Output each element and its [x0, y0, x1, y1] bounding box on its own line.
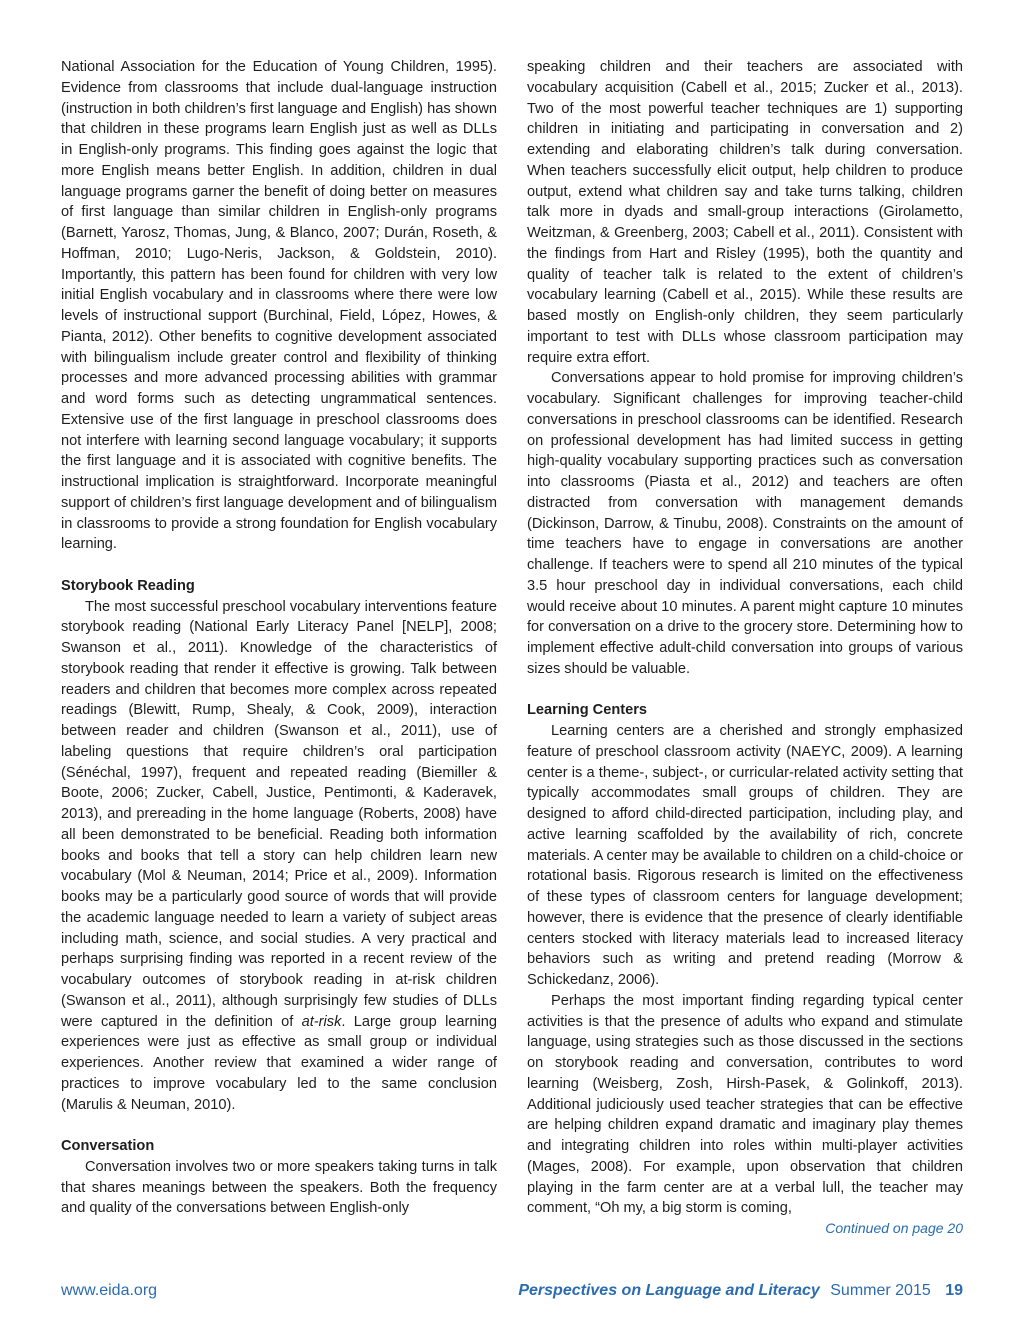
paragraph-learning-centers-2: Perhaps the most important finding regarding typical center activities is that the presence of adults who expand and stimulate language, using strategies such as those discussed in the sections on storybook reading and conversation, contributes to word learning (Weisberg, Zosh, Hirsh-Pasek, & Golinkoff, 2013). Additional judiciously used teacher strategies that can be effective are helping children expand dramatic and imaginary play themes and integrating children into roles within multi-player activities (Mages, 2008). For example, upon observation that children playing in the farm center are at a verbal lull, the teacher may comment, “Oh my, a big storm is coming,	[527, 992, 963, 1217]
continued-on-page-link[interactable]: Continued on page 20	[825, 1220, 963, 1236]
left-column	[61, 57, 497, 1219]
paragraph-storybook-part2: . Large group learning experiences were just as effective as small group or individual experiences. Another review that examined a wider range of practices to improve vocabulary led to the same conclusion (Marulis & Neuman, 2010).	[61, 1013, 497, 1113]
footer-right	[518, 1280, 963, 1302]
paragraph-conversation-continued: speaking children and their teachers are associated with vocabulary acquisition (Cabell et al., 2015; Zucker et al., 2013). Two of the most powerful teacher techniques are 1) supporting children in initiating and participating in conversation and 2) extending and elaborating children’s talk during conversation. When teachers successfully elicit output, help children to produce output, extend what children say and take turns talking, children talk more in dyads and small-group interactions (Girolametto, Weitzman, & Greenberg, 2003; Cabell et al., 2011). Consistent with the findings from Hart and Risley (1995), both the quantity and quality of teacher talk is related to the extent of children’s vocabulary learning (Cabell et al., 2015). While these results are based mostly on English-only children, they seem particularly important to test with DLLs whose classroom participation may require extra effort.	[527, 59, 963, 366]
paragraph-intro: National Association for the Education of Young Children, 1995). Evidence from classrooms that include dual-language instruction (instruction in both children’s first language and English) has shown that children in these programs learn English just as well as DLLs in English-only programs. This finding goes against the logic that more English means better English. In addition, children in dual language programs garner the benefit of doing better on measures of first language than similar children in English-only programs (Barnett, Yarosz, Thomas, Jung, & Blanco, 2007; Durán, Roseth, & Hoffman, 2010; Lugo-Neris, Jackson, & Goldstein, 2010). Importantly, this pattern has been found for children with very low initial English vocabulary and in classrooms where there were low levels of instructional support (Burchinal, Field, López, Howes, & Pianta, 2012). Other benefits to cognitive development associated with bilingualism include greater control and flexibility of thinking processes and more advanced processing abilities with grammar and word forms such as detecting ungrammatical sentences. Extensive use of the first language in preschool classrooms does not interfere with learning second language vocabulary; it supports the first language and it is associated with cognitive benefits. The instructional implication is straightforward. Incorporate meaningful support of children’s first language development and of bilingualism in classrooms to provide a strong foundation for English vocabulary learning.	[61, 59, 497, 553]
paragraph-storybook-part1: The most successful preschool vocabulary interventions feature storybook reading (National Early Literacy Panel [NELP], 2008; Swanson et al., 2011). Knowledge of the characteristics of storybook reading that render it effective is growing. Talk between readers and children that becomes more complex across repeated readings (Blewitt, Rump, Shealy, & Cook, 2009), interaction between reader and children (Swanson et al., 2011), use of labeling questions that require children’s oral participation (Sénéchal, 1997), frequent and repeated reading (Biemiller & Boote, 2006; Zucker, Cabell, Justice, Pentimonti, & Kaderavek, 2013), and prereading in the home language (Roberts, 2008) have all been demonstrated to be beneficial. Reading both information books and books that tell a story can help children learn new vocabulary (Mol & Neuman, 2014; Price et al., 2009). Information books may be a particularly good source of words that will provide the academic language needed to learn a variety of subject areas including math, science, and social studies. A very practical and perhaps surprising finding was reported in a recent review of the vocabulary outcomes of storybook reading in at-risk children (Swanson et al., 2011), although surprisingly few studies of DLLs were captured in the definition of	[61, 598, 497, 1030]
right-column	[527, 57, 963, 1237]
paragraph-learning-centers-1: Learning centers are a cherished and strongly emphasized feature of preschool classroom activity (NAEYC, 2009). A learning center is a theme-, subject-, or curricular-related activity setting that typically accommodates small groups of children. They are designed to afford child-directed participation, including play, and active learning scaffolded by the availability of rich, concrete materials. A center may be available to children on a child-choice or rotational basis. Rigorous research is limited on the effectiveness of these types of classroom centers for language development; however, there is evidence that the presence of clearly identifiable centers stocked with literacy materials lead to increased literacy behaviors such as writing and pretend reading (Morrow & Schickedanz, 2006).	[527, 723, 963, 988]
website-link[interactable]: www.eida.org	[61, 1282, 158, 1299]
paragraph-conversation-challenges: Conversations appear to hold promise for improving children’s vocabulary. Significant challenges for improving teacher-child conversations in preschool classrooms can be identified. Research on professional development has had limited success in getting high-quality vocabulary supporting practices such as conversation into classrooms (Piasta et al., 2012) and teachers are often distracted from conversation with management demands (Dickinson, Darrow, & Tinubu, 2008). Constraints on the amount of time teachers have to engage in conversations are another challenge. If teachers were to spend all 210 minutes of the typical 3.5 hour preschool day in individual conversations, each child would receive about 10 minutes. A parent might capture 10 minutes for conversation on a drive to the grocery store. Determining how to implement effective adult-child conversation into groups of various sizes should be valuable.	[527, 370, 963, 677]
paragraph-conversation: Conversation involves two or more speakers taking turns in talk that shares meanings between the speakers. Both the frequency and quality of the conversations between English-only	[61, 1158, 497, 1217]
heading-storybook-reading: Storybook Reading	[61, 577, 195, 594]
heading-conversation: Conversation	[61, 1138, 155, 1154]
heading-learning-centers: Learning Centers	[527, 702, 648, 719]
term-at-risk: at-risk	[301, 1013, 342, 1030]
issue-label: Summer 2015	[830, 1282, 931, 1299]
page-number: 19	[945, 1282, 963, 1299]
page-footer	[61, 1280, 963, 1302]
journal-title: Perspectives on Language and Literacy	[518, 1282, 820, 1299]
paragraph-storybook	[61, 597, 497, 1116]
